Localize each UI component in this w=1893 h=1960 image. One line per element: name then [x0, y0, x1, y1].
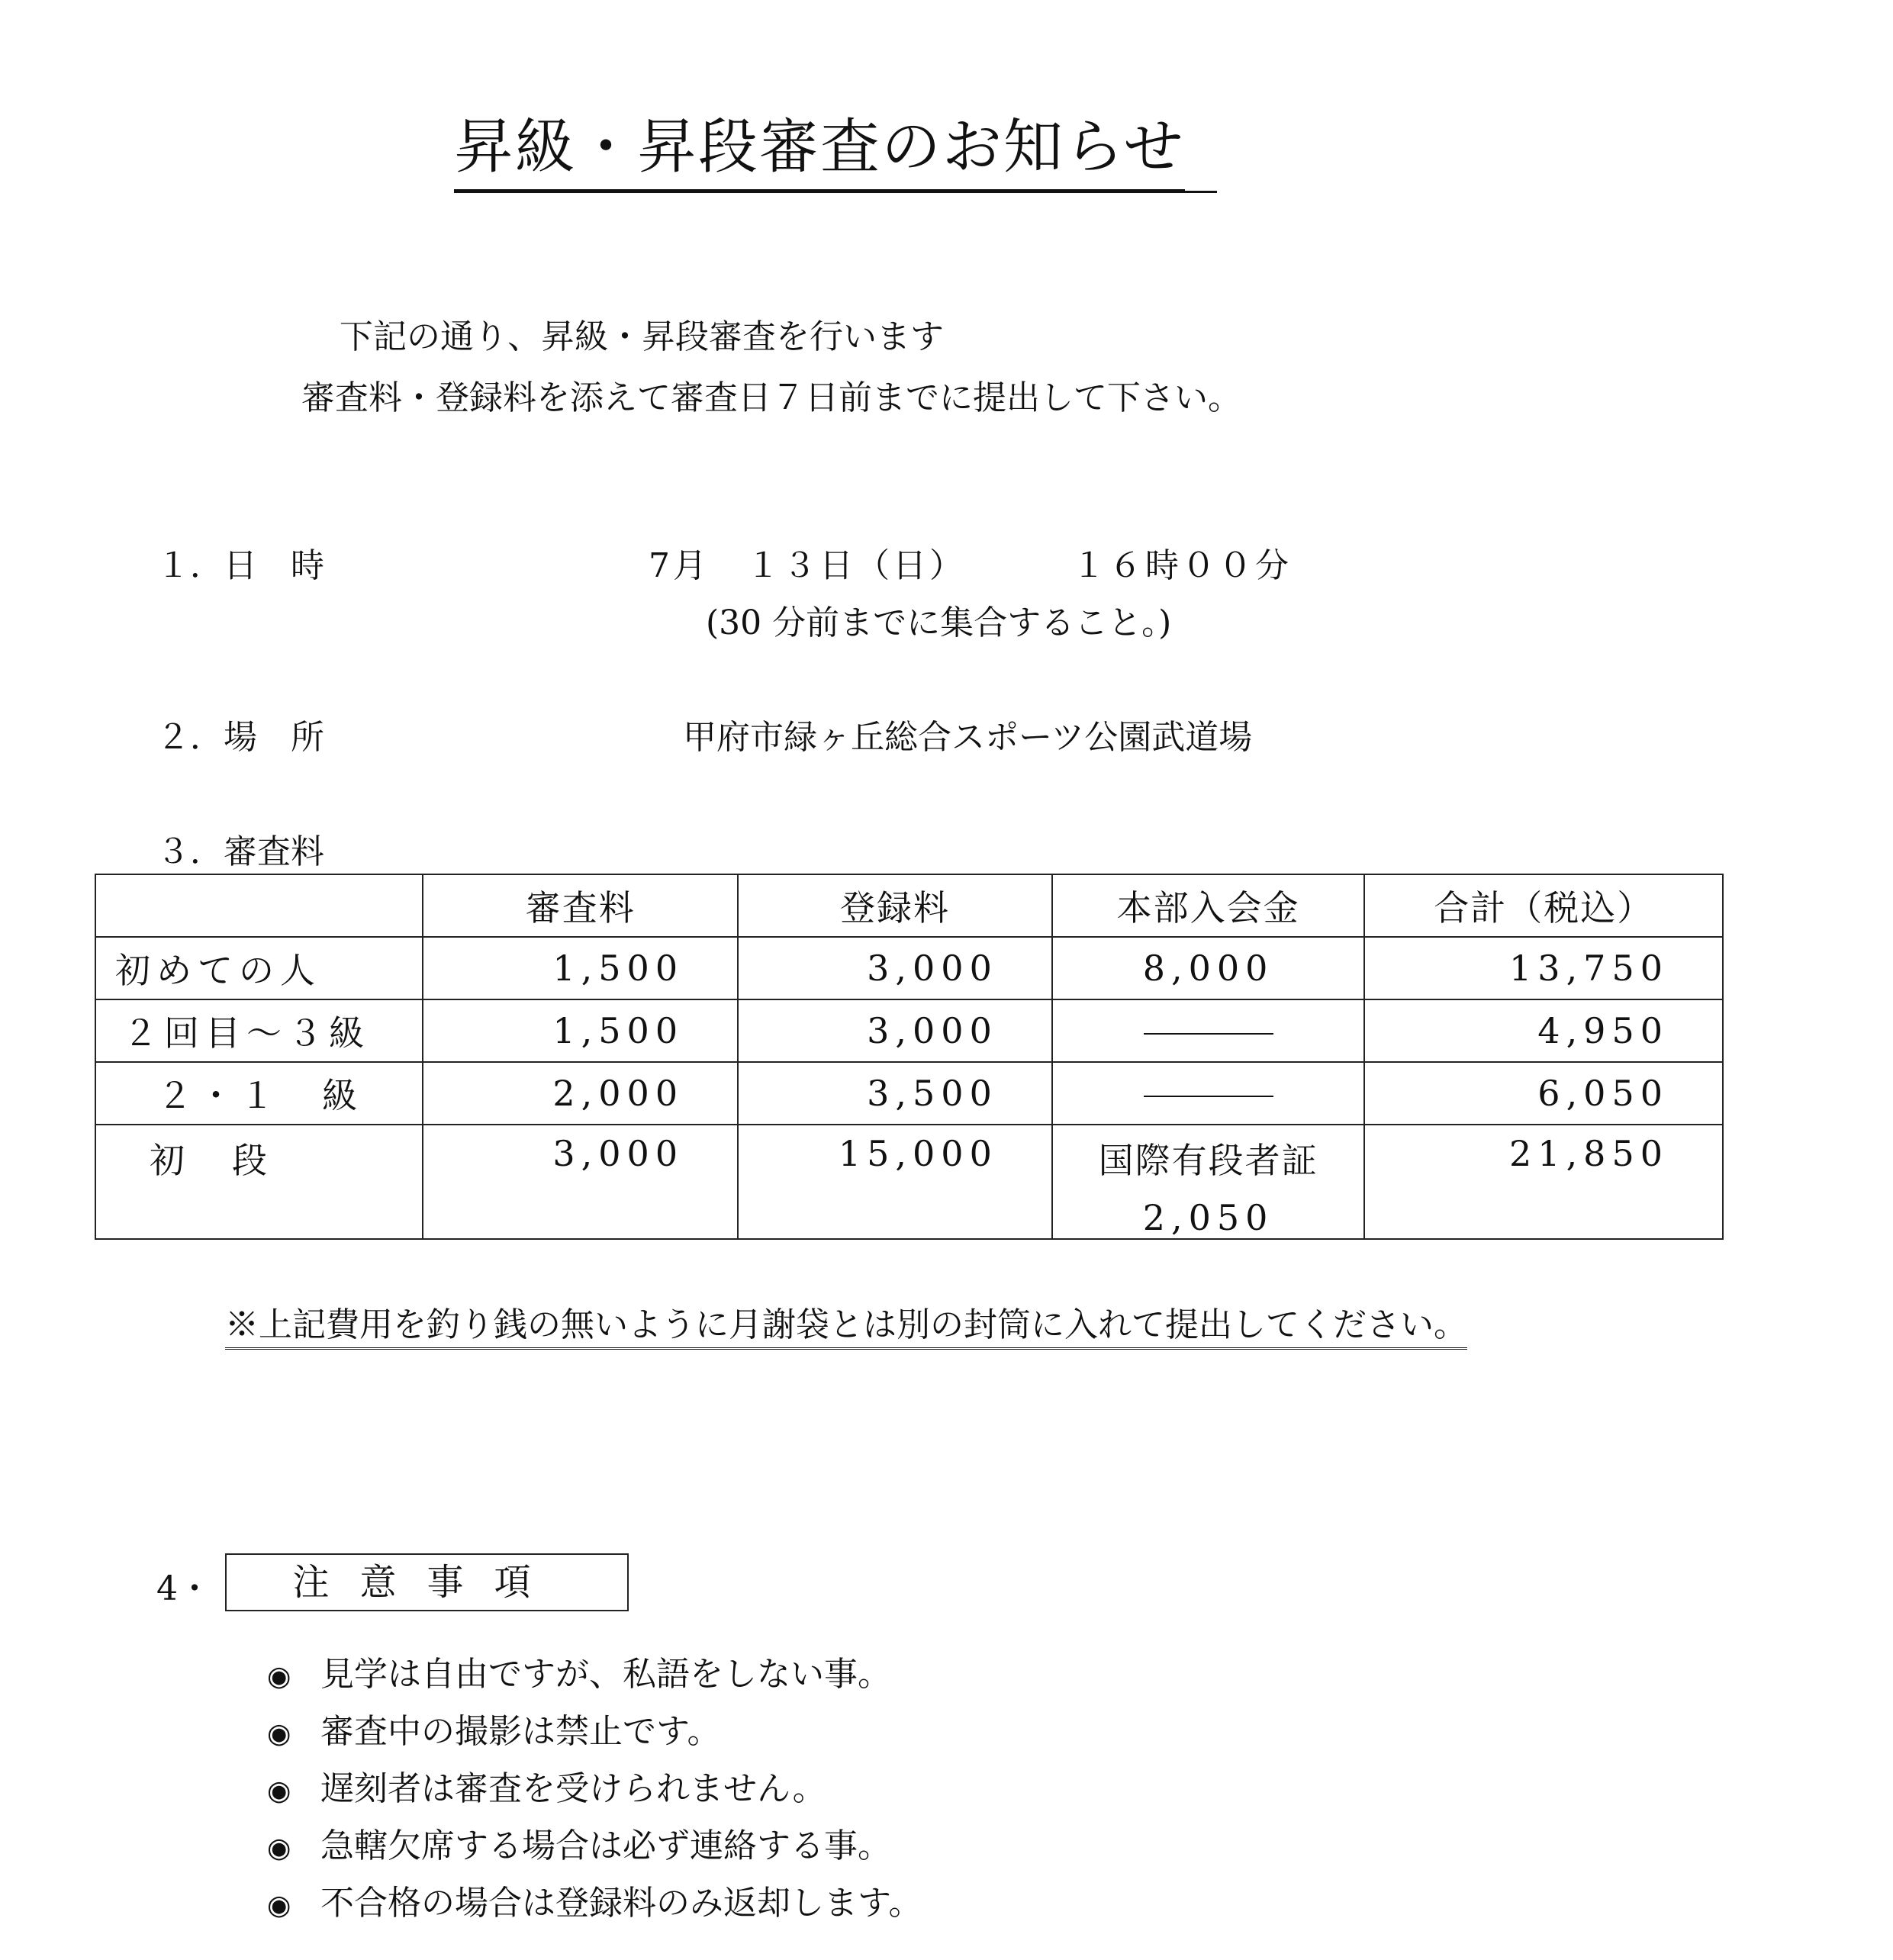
row-label: 初 段 [95, 1125, 423, 1239]
header-cell: 本部入会金 [1052, 874, 1365, 937]
row-label: ２回目～３級 [95, 999, 423, 1062]
honbu-cell-dash [1052, 1062, 1365, 1125]
payment-notice: ※上記費用を釣り銭の無いように月謝袋とは別の封筒に入れて提出してください。 [225, 1297, 1467, 1350]
toroku-cell: 3,000 [738, 937, 1052, 999]
toroku-cell: 15,000 [738, 1125, 1052, 1239]
caution-item-text: 審査中の撮影は禁止です。 [320, 1712, 721, 1751]
intro-line-1: 下記の通り、昇級・昇段審査を行います [340, 317, 944, 356]
toroku-cell: 3,000 [738, 999, 1052, 1062]
bullet-icon: ◉ [267, 1661, 291, 1692]
table-header-row [95, 874, 1723, 937]
page-title: 昇級・昇段審査のお知らせ [454, 99, 1185, 191]
caution-heading: 注意事項 [225, 1553, 629, 1611]
intro-line-2: 審査料・登録料を添えて審査日７日前までに提出して下さい。 [301, 378, 1241, 417]
fee-table [95, 874, 1724, 1240]
row-label: 初めての人 [95, 937, 423, 999]
shinsa-cell: 2,000 [423, 1062, 738, 1125]
shinsa-cell: 1,500 [423, 937, 738, 999]
shinsa-cell: 1,500 [423, 999, 738, 1062]
section-4-number: 4・ [156, 1569, 211, 1608]
honbu-cell: 8,000 [1052, 937, 1365, 999]
honbu-cell [1052, 1125, 1365, 1239]
header-cell: 審査料 [423, 874, 738, 937]
total-cell: 6,050 [1364, 1062, 1723, 1125]
dash-line [1144, 1096, 1273, 1097]
assembly-note: (30 分前までに集合すること。) [706, 603, 1172, 642]
shinsa-cell: 3,000 [423, 1125, 738, 1239]
bullet-icon: ◉ [267, 1775, 291, 1807]
title-double-underline [454, 191, 1217, 193]
table-row [95, 937, 1723, 999]
caution-item [267, 1646, 891, 1695]
bullet-icon: ◉ [267, 1833, 291, 1864]
exam-date: 7月 １３日（日） [649, 546, 966, 585]
caution-item [267, 1704, 720, 1752]
dash-line [1144, 1033, 1273, 1035]
exam-time: １６時００分 [1072, 546, 1292, 585]
section-1-label: １．日 時 [156, 546, 324, 585]
toroku-cell: 3,500 [738, 1062, 1052, 1125]
header-cell: 登録料 [738, 874, 1052, 937]
caution-item-text: 不合格の場合は登録料のみ返却します。 [320, 1884, 922, 1923]
table-row [95, 1125, 1723, 1239]
header-cell: 合計（税込） [1364, 874, 1723, 937]
caution-item [267, 1818, 891, 1867]
bullet-icon: ◉ [267, 1890, 291, 1921]
honbu-cell-title: 国際有段者証 [1098, 1140, 1318, 1181]
honbu-cell-amount: 2,050 [1142, 1197, 1274, 1238]
total-cell: 13,750 [1364, 937, 1723, 999]
total-cell: 21,850 [1364, 1125, 1723, 1239]
caution-item [267, 1761, 826, 1810]
venue: 甲府市緑ヶ丘総合スポーツ公園武道場 [683, 718, 1253, 757]
section-3-label: ３．審査料 [156, 832, 324, 871]
table-row [95, 999, 1723, 1062]
section-2-label: ２．場 所 [156, 718, 324, 757]
row-label: ２・１ 級 [95, 1062, 423, 1125]
caution-item-text: 遅刻者は審査を受けられません。 [320, 1769, 826, 1808]
total-cell: 4,950 [1364, 999, 1723, 1062]
caution-item-text: 見学は自由ですが、私語をしない事。 [320, 1655, 891, 1694]
header-cell [95, 874, 423, 937]
caution-item [267, 1875, 922, 1924]
bullet-icon: ◉ [267, 1718, 291, 1749]
table-row [95, 1062, 1723, 1125]
honbu-cell-dash [1052, 999, 1365, 1062]
caution-item-text: 急轄欠席する場合は必ず連絡する事。 [320, 1826, 891, 1865]
